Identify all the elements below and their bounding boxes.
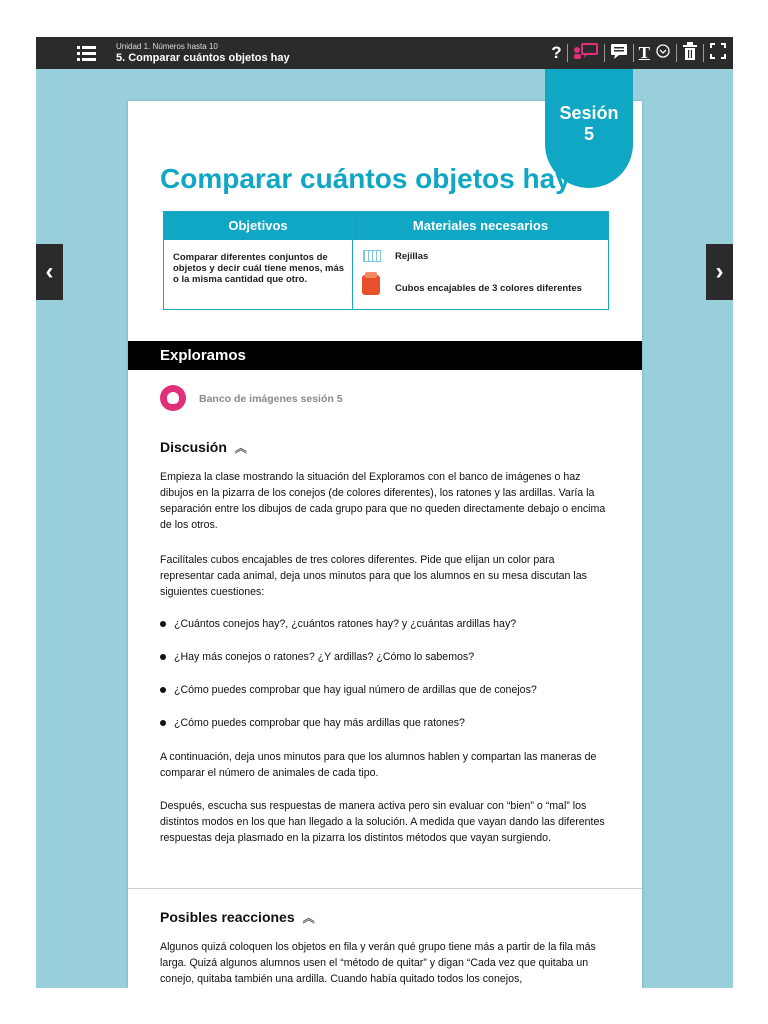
divider	[567, 44, 568, 62]
trash-icon[interactable]	[682, 42, 698, 65]
text-size-icon[interactable]: T	[638, 43, 650, 62]
image-bank-link[interactable]: Banco de imágenes sesión 5	[199, 393, 343, 405]
comment-icon[interactable]	[610, 42, 628, 65]
list-item: ¿Cuántos conejos hay?, ¿cuántos ratones hay? y ¿cuántas ardillas hay?	[160, 618, 516, 630]
divider	[604, 44, 605, 62]
chevron-up-icon[interactable]: ︽	[234, 441, 247, 455]
help-icon[interactable]: ?	[551, 43, 562, 62]
touch-icon[interactable]	[160, 385, 186, 411]
lesson-page	[128, 101, 642, 988]
followup-paragraph: A continuación, deja unos minutos para que los alumnos hablen y compartan las maneras de comparar el número de animales de cada tipo.	[160, 751, 597, 779]
top-toolbar	[36, 37, 733, 69]
discussion-paragraph: Facilítales cubos encajables de tres colores diferentes. Pide que elijan un color para representar cada animal, deja unos minutos para que los alumnos en su mesa discutan las siguientes cuestiones:	[160, 554, 587, 598]
page-title: Comparar cuántos objetos hay	[160, 163, 571, 194]
next-page-button[interactable]: ›	[706, 244, 733, 300]
objectives-table	[163, 211, 609, 310]
divider	[676, 44, 677, 62]
discussion-paragraph: Empieza la clase mostrando la situación del Exploramos con el banco de imágenes o haz dibujos en la pizarra de los conejos (de colores diferentes), los ratones y las ardillas. Varía la separación entre los dibujos de cada grupo para que no queden directamente debajo o encima de los otros.	[160, 471, 606, 531]
discussion-title: Discusión	[160, 439, 227, 455]
unit-label: Unidad 1. Números hasta 10	[116, 42, 218, 51]
reactions-heading	[160, 909, 315, 926]
material-cubes-label: Cubos encajables de 3 colores diferentes	[395, 283, 582, 294]
discussion-heading	[160, 439, 247, 456]
cube-icon	[362, 275, 380, 295]
toolbar-tools	[551, 41, 727, 65]
reader-stage	[36, 69, 733, 988]
reactions-title: Posibles reacciones	[160, 909, 295, 925]
list-item: ¿Cómo puedes comprobar que hay más ardillas que ratones?	[160, 717, 465, 729]
grid-icon	[363, 250, 381, 262]
chevron-up-icon[interactable]: ︽	[302, 911, 315, 925]
reactions-paragraph: Algunos quizá coloquen los objetos en fila y verán qué grupo tiene más a partir de la fila más larga. Quizá algunos alumnos usen el “método de quitar” y digan “Cada vez que quitaba un conejo, quitaba también una ardilla. Cuando había quitado todos los conejos,	[160, 941, 596, 985]
fullscreen-icon[interactable]	[709, 42, 727, 65]
session-number: 5	[583, 124, 594, 144]
divider	[633, 44, 634, 62]
divider	[128, 888, 642, 889]
clock-icon[interactable]	[655, 43, 671, 64]
materials-header: Materiales necesarios	[353, 212, 608, 240]
prev-page-button[interactable]: ‹	[36, 244, 63, 300]
divider	[352, 212, 353, 309]
menu-icon[interactable]	[78, 44, 96, 62]
list-item: ¿Hay más conejos o ratones? ¿Y ardillas? ¿Cómo lo sabemos?	[160, 651, 474, 663]
followup-paragraph: Después, escucha sus respuestas de manera activa pero sin evaluar con “bien” o “mal” los distintos modos en los que han llegado a la solución. A medida que vayan dando las diferentes respuestas deja plasmado en la pizarra los distintos métodos que vayan surgiendo.	[160, 800, 605, 844]
lesson-title: 5. Comparar cuántos objetos hay	[116, 52, 290, 64]
section-header: Exploramos	[128, 341, 642, 370]
objectives-header: Objetivos	[164, 212, 352, 240]
material-grid-label: Rejillas	[395, 251, 429, 262]
list-item: ¿Cómo puedes comprobar que hay igual número de ardillas que de conejos?	[160, 684, 537, 696]
divider	[703, 44, 704, 62]
session-word: Sesión	[559, 103, 619, 123]
annotation-icon[interactable]	[573, 42, 599, 65]
objective-text: Comparar diferentes conjuntos de objetos y decir cuál tiene menos, más o la misma cantidad que otro.	[173, 252, 345, 285]
